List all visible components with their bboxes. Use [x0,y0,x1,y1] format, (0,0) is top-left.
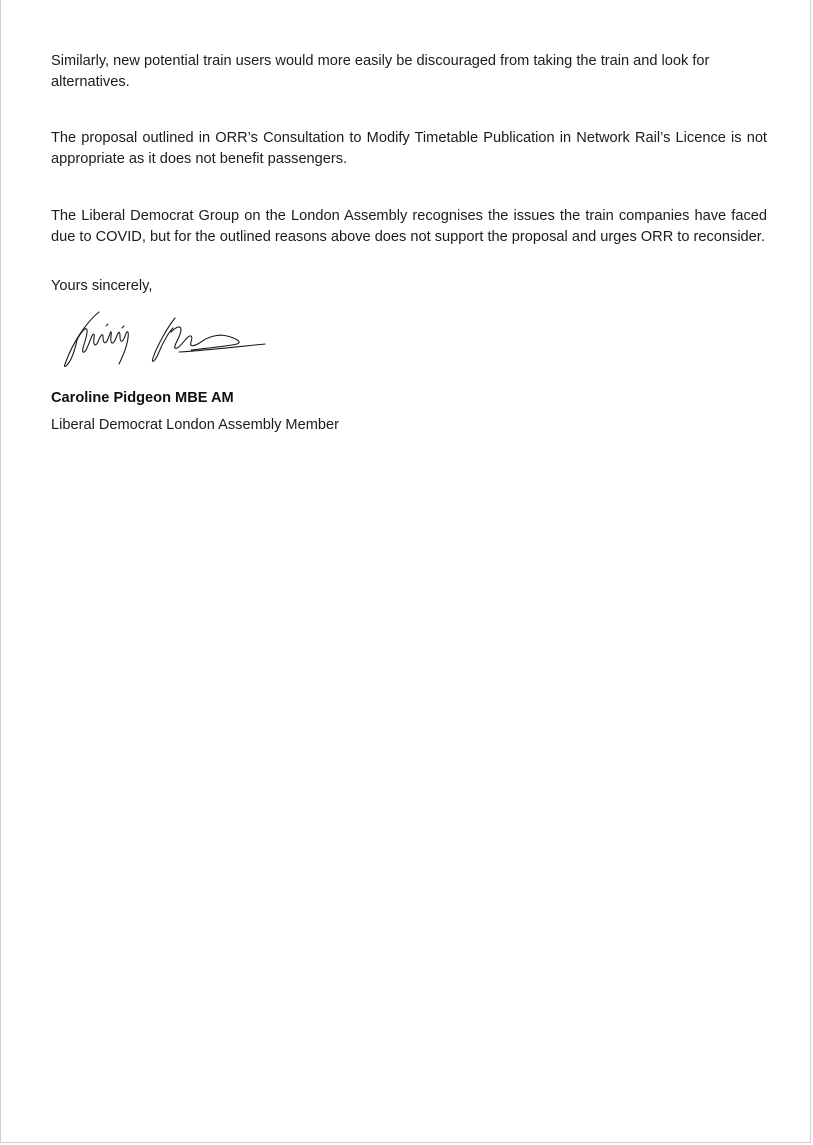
paragraph-proposal-not-appropriate: The proposal outlined in ORR’s Consultation to Modify Timetable Publication in Network Rail’s Licence is not appropriate as it does not benefit passengers. [51,130,767,167]
handwritten-signature [59,306,269,376]
signer-name: Caroline Pidgeon MBE AM [51,390,234,406]
paragraph-discouraged-users: Similarly, new potential train users would more easily be discouraged from taking the train and look for alternatives. [51,53,710,90]
signer-role: Liberal Democrat London Assembly Member [51,417,339,433]
paragraph-lib-dem-position: The Liberal Democrat Group on the London Assembly recognises the issues the train companies have faced due to COVID, but for the outlined reasons above does not support the proposal and urges ORR to reconsider. [51,208,767,245]
closing-salutation: Yours sincerely, [51,278,153,294]
